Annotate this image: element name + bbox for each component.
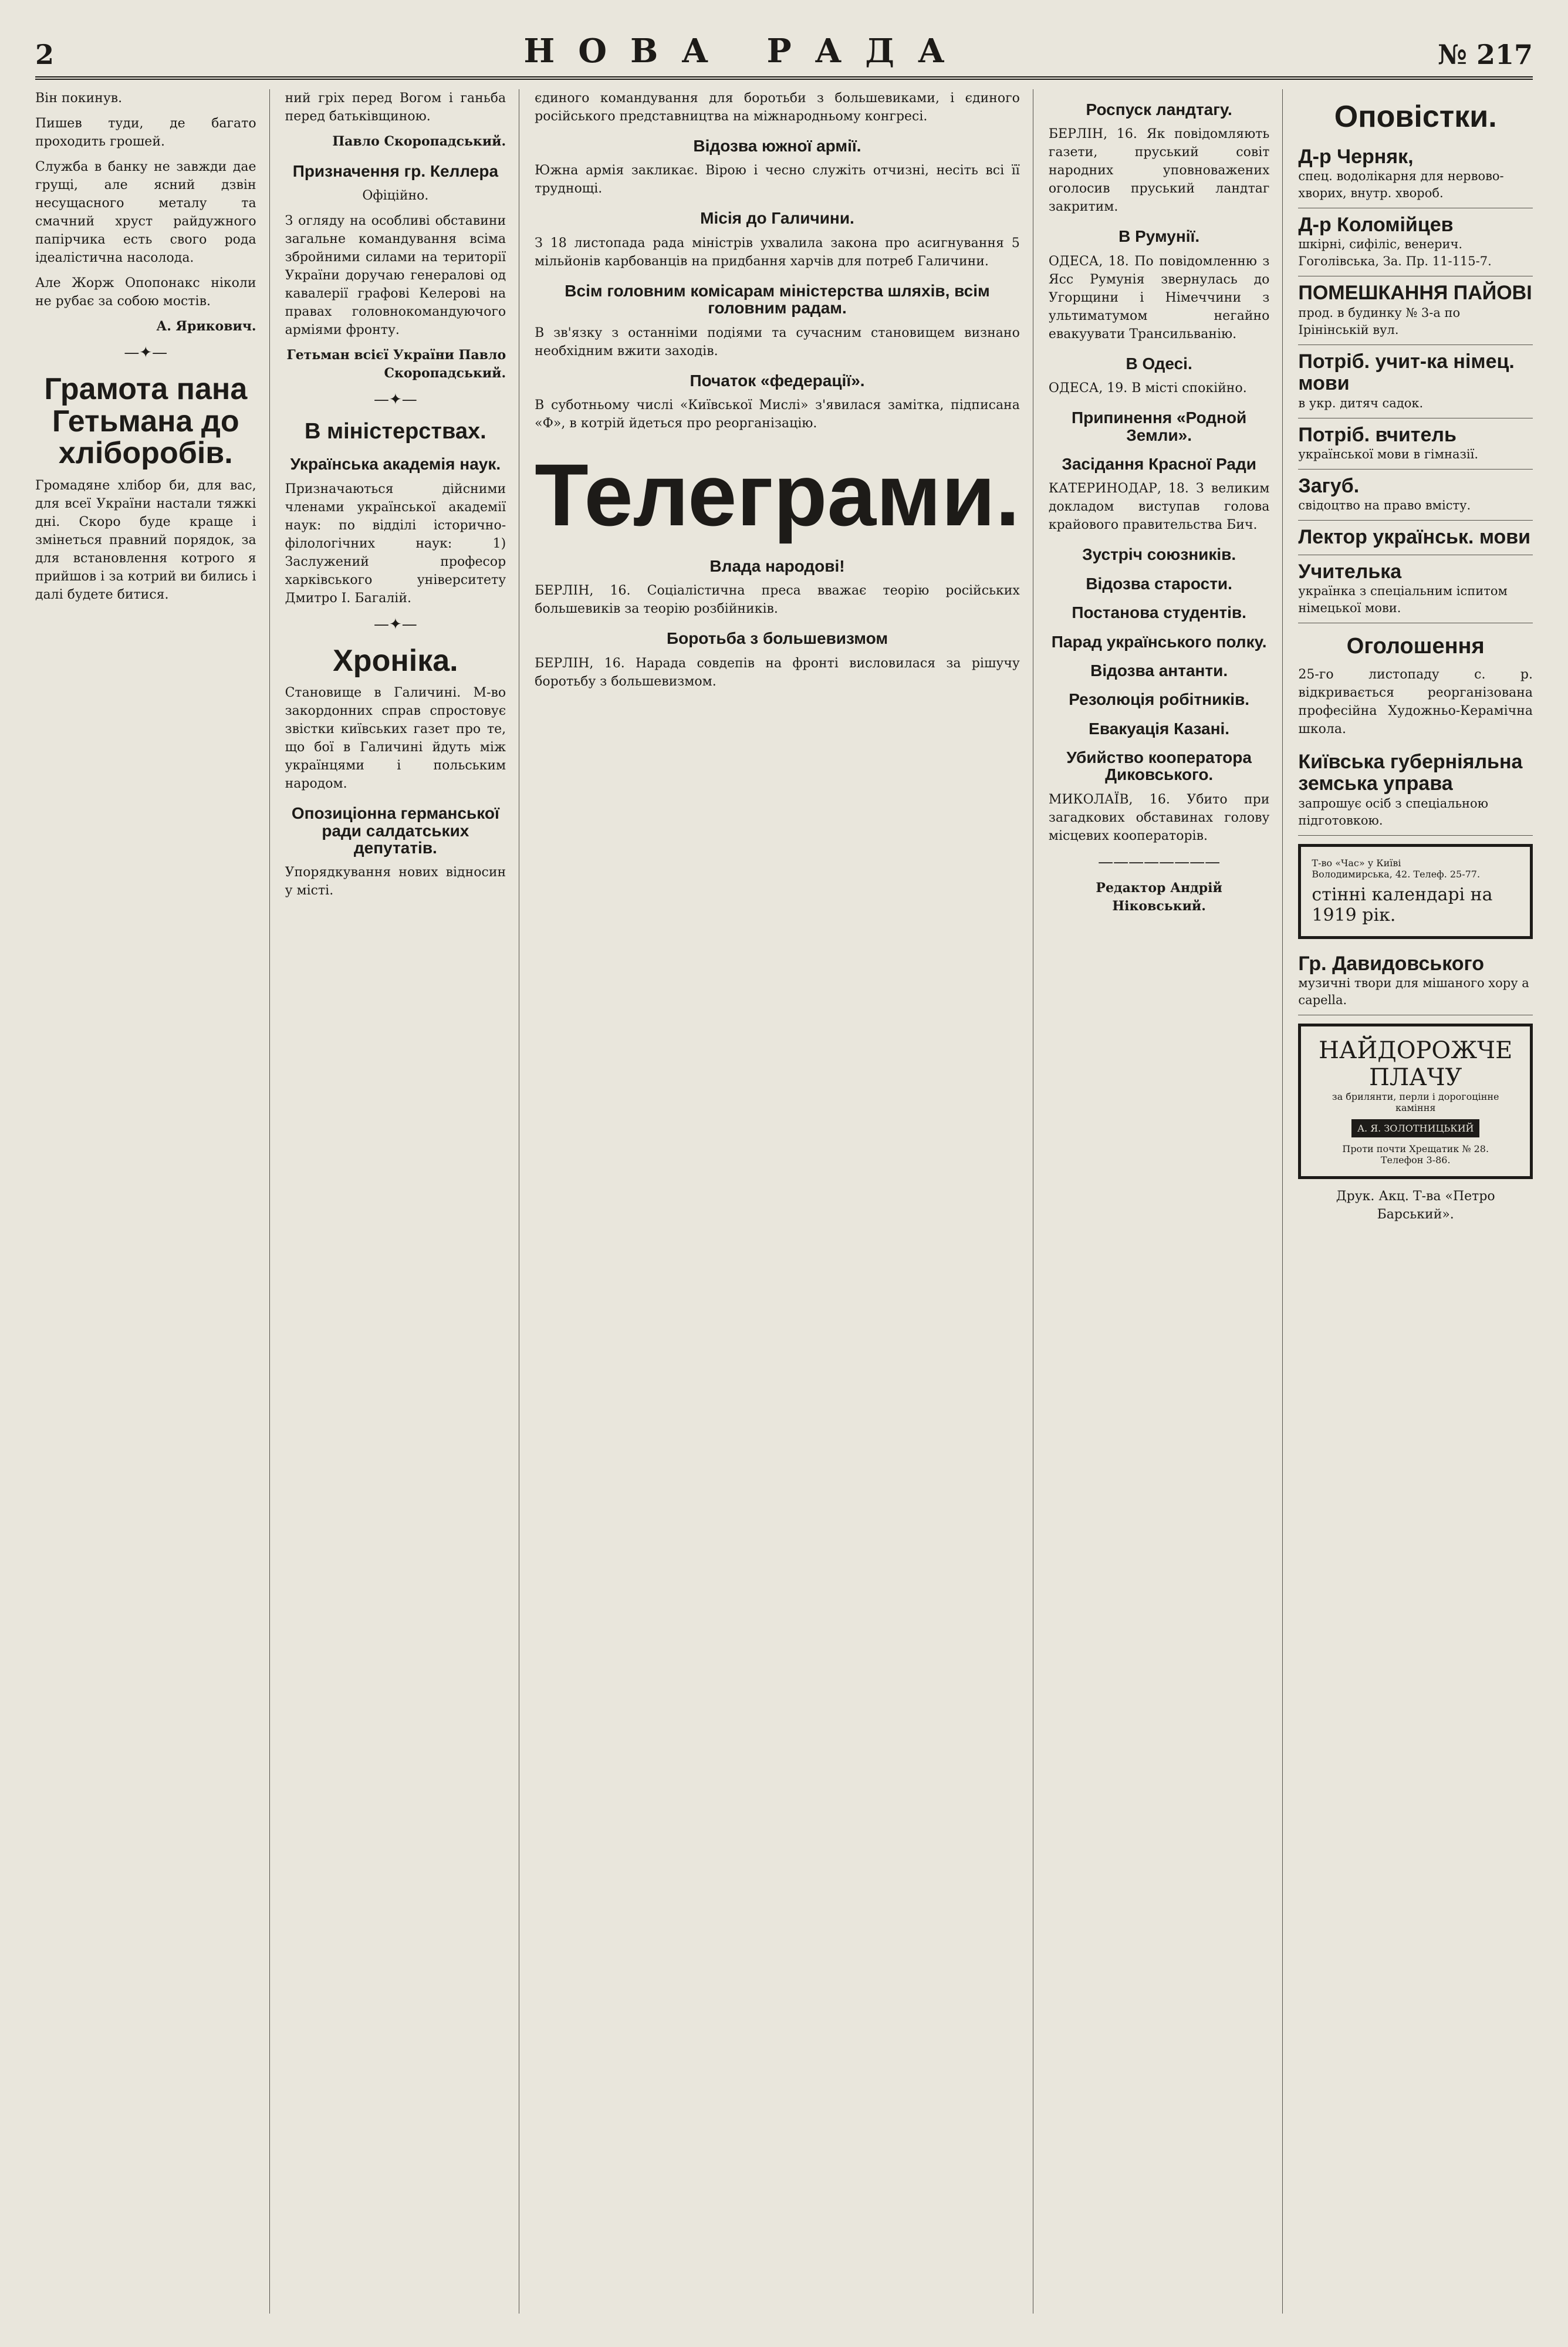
column-4 — [1049, 89, 1283, 2314]
paragraph: Громадяне хлібор би, для вас, для всеї України настали тяжкі дні. Скоро буде краще і змінеться правний порядок, за для встановлення котрого я прийшов і за котрий ви бились і далі будете битися. — [35, 478, 256, 602]
ad-kolomiitsev: Д-р Коломійцев шкірні, сифіліс, венерич. Гоголівська, За. Пр. 11-115-7. — [1298, 208, 1533, 276]
signature: Гетьман всієї України Павло Скоропадський. — [286, 347, 506, 381]
paragraph: БЕРЛІН, 16. Нарада совдепів на фронті висловилася за рішучу боротьбу з большевизмом. — [535, 656, 1020, 689]
divider: ———————— — [1098, 853, 1221, 871]
issue-number: № 217 — [1437, 39, 1533, 70]
column-3 — [535, 89, 1033, 2314]
paragraph: Служба в банку не завжди дае грущі, але ясний дзвін несущасного металу та смачний хруст райдужного папірчика есть свого рода ідеалістична насолода. — [35, 160, 256, 265]
paragraph: БЕРЛІН, 16. Як повідомляють газети, пруський совіт народних уповноважених оголосив пруський ландтаг закритим. — [1048, 127, 1270, 215]
signature: Павло Скоропадський. — [332, 134, 506, 149]
subheadline: В Одесі. — [1126, 354, 1192, 373]
column-2 — [285, 89, 520, 2314]
ad-chas: Т-во «Час» у Київі Володимирська, 42. Телеф. 25-77. стінні календарі на 1919 рік. — [1298, 844, 1533, 939]
subheadline: Відозва южної армії. — [693, 137, 861, 155]
paragraph: Южна армія закликає. Вірою і чесно служіть отчизні, несіть всі її труднощі. — [535, 163, 1020, 197]
paragraph: БЕРЛІН, 16. Соціалістична преса вважає теорію російських большевиків за теорію розбійників. — [535, 583, 1020, 617]
masthead-rule — [35, 76, 1533, 80]
paragraph: Пишев туди, де багато проходить грошей. — [35, 116, 256, 149]
subheadline: В Румунії. — [1118, 227, 1200, 246]
ad-teacher-woman: Учителька українка з спеціальним іспитом німецької мови. — [1298, 555, 1533, 623]
subheadline: Всім головним комісарам міністерства шляхів, всім головним радам. — [565, 281, 990, 318]
ad-teacher: Потріб. вчитель української мови в гімназії. — [1298, 418, 1533, 470]
subheadline: Парад українського полку. — [1051, 632, 1267, 651]
paragraph: Упорядкування нових відносин у місті. — [285, 865, 506, 899]
paragraph: 25-го листопаду с. р. відкривається реорганізована професійна Художньо-Керамічна школа. — [1298, 667, 1533, 737]
column-1 — [35, 89, 270, 2314]
ad-cherniak: Д-р Черняк, спец. водолікарня для нервово-хворих, внутр. хвороб. — [1298, 140, 1533, 208]
paragraph: МИКОЛАЇВ, 16. Убито при загадкових обставинах голову місцевих кооператорів. — [1048, 792, 1270, 843]
subheadline: Припинення «Родной Земли». — [1071, 408, 1247, 444]
ad-premises: ПОМЕШКАННЯ ПАЙОВІ прод. в будинку № 3-а по Ірінінській вул. — [1298, 276, 1533, 345]
paragraph: Офіційно. — [362, 188, 429, 204]
paragraph: З огляду на особливі обставини загальне командування всіма збройними силами на території України доручаю генералові од кавалерії графові Келерові на правах головнокомандуючого арміями фронту. — [285, 214, 506, 338]
headline-notices: Оголошення — [1346, 634, 1485, 659]
paragraph: Але Жорж Опопонакс ніколи не рубає за собою мостів. — [35, 276, 256, 309]
paragraph: ОДЕСА, 19. В місті спокійно. — [1048, 381, 1247, 396]
subheadline-opposition: Опозиціонна германської ради салдатських депутатів. — [291, 804, 499, 857]
columns — [35, 89, 1533, 2314]
ad-lost: Загуб. свідоцтво на право вмісту. — [1298, 470, 1533, 521]
editor-line: Редактор Андрій Ніковський. — [1096, 880, 1222, 914]
headline-hetman: Грамота пана Гетьмана до хліборобів. — [44, 372, 248, 471]
divider: —✦— — [124, 344, 168, 362]
paragraph: КАТЕРИНОДАР, 18. З великим докладом виступав голова крайового правительства Бич. — [1048, 481, 1270, 533]
headline-ministries: В міністерствах. — [305, 419, 486, 444]
newspaper-title: НОВА РАДА — [523, 32, 968, 70]
paragraph: В зв'язку з останніми подіями та сучасним становищем визнано необхідним вжити заходів. — [535, 325, 1020, 359]
headline-chronicle: Хроніка. — [333, 643, 458, 678]
paragraph: Становище в Галичині. М-во закордонних справ спростовує звістки київських газет про те, що бої в Галичині йдуть між українцями і польським народом. — [285, 685, 506, 792]
subheadline: Відозва старости. — [1086, 574, 1232, 593]
subheadline: Резолюція робітників. — [1069, 690, 1250, 709]
column-5-ads — [1298, 89, 1533, 2314]
ad-davydovsky: Гр. Давидовського музичні твори для мішаного хору а capella. — [1298, 947, 1533, 1015]
subheadline: Засідання Красної Ради — [1062, 454, 1256, 473]
subheadline: Убийство кооператора Диковського. — [1066, 748, 1252, 784]
signature: А. Ярикович. — [156, 319, 256, 334]
subheadline: Початок «федерації». — [690, 371, 865, 390]
subheadline: Боротьба з большевизмом — [666, 629, 888, 648]
divider: —✦— — [373, 391, 417, 409]
page-number: 2 — [35, 39, 55, 70]
subheadline: Евакуація Казані. — [1089, 719, 1230, 738]
subheadline: Відозва антанти. — [1090, 661, 1228, 680]
subheadline: Роспуск ландтагу. — [1086, 100, 1232, 119]
paragraph: В суботньому числі «Київської Мислі» з'явилася замітка, підписана «Ф», в котрій йдеться про реорганізацію. — [535, 397, 1020, 431]
subheadline: Влада народові! — [709, 556, 845, 575]
paragraph: З 18 листопада рада міністрів ухвалила закона про асигнування 5 мільйонів карбованців на придбання харчів для потреб Галичини. — [535, 235, 1020, 269]
ad-lecturer: Лектор українськ. мови — [1298, 521, 1533, 555]
paragraph: ний гріх перед Вогом і ганьба перед батьківщиною. — [285, 91, 506, 124]
paragraph: Він покинув. — [35, 91, 123, 106]
ad-zolotnytsky: НАЙДОРОЖЧЕ ПЛАЧУ за брилянти, перли і дорогоцінне каміння А. Я. ЗОЛОТНИЦЬКИЙ Проти почти Хрещатик № 28. Телефон 3-86. — [1298, 1024, 1533, 1179]
masthead — [35, 23, 1533, 70]
paragraph: Призначаються дійсними членами української академії наук: по відділі історично-філологічних наук: 1) Заслужений професор харківського університету Дмитро І. Багалій. — [285, 481, 506, 606]
paragraph: єдиного командування для боротьби з большевиками, і єдиного російського представництва на міжнародньому конгресі. — [535, 91, 1020, 124]
headline-telegrams: Телеграми. — [535, 445, 1020, 544]
divider: —✦— — [373, 615, 417, 633]
headline-announcements: Оповістки. — [1334, 100, 1497, 134]
paragraph: ОДЕСА, 18. По повідомленню з Ясс Румунія звернулась до Угорщини і Німеччини з ультиматумом негайно евакуувати Трансильванію. — [1048, 254, 1270, 342]
subheadline: Постанова студентів. — [1072, 603, 1246, 622]
subheadline-academy: Українська академія наук. — [290, 455, 501, 474]
ad-german-teacher: Потріб. учит-ка німец. мови в укр. дитяч садок. — [1298, 345, 1533, 418]
subheadline: Місія до Галичини. — [700, 209, 854, 228]
printer-line: Друк. Акц. Т-ва «Петро Барський». — [1336, 1189, 1495, 1223]
subheadline: Зустріч союзників. — [1082, 545, 1236, 564]
headline-keller: Призначення гр. Келлера — [292, 162, 499, 180]
ad-zemstvo: Київська губерніяльна земська управа запрошує осіб з спеціальною підготовкою. — [1298, 745, 1533, 836]
